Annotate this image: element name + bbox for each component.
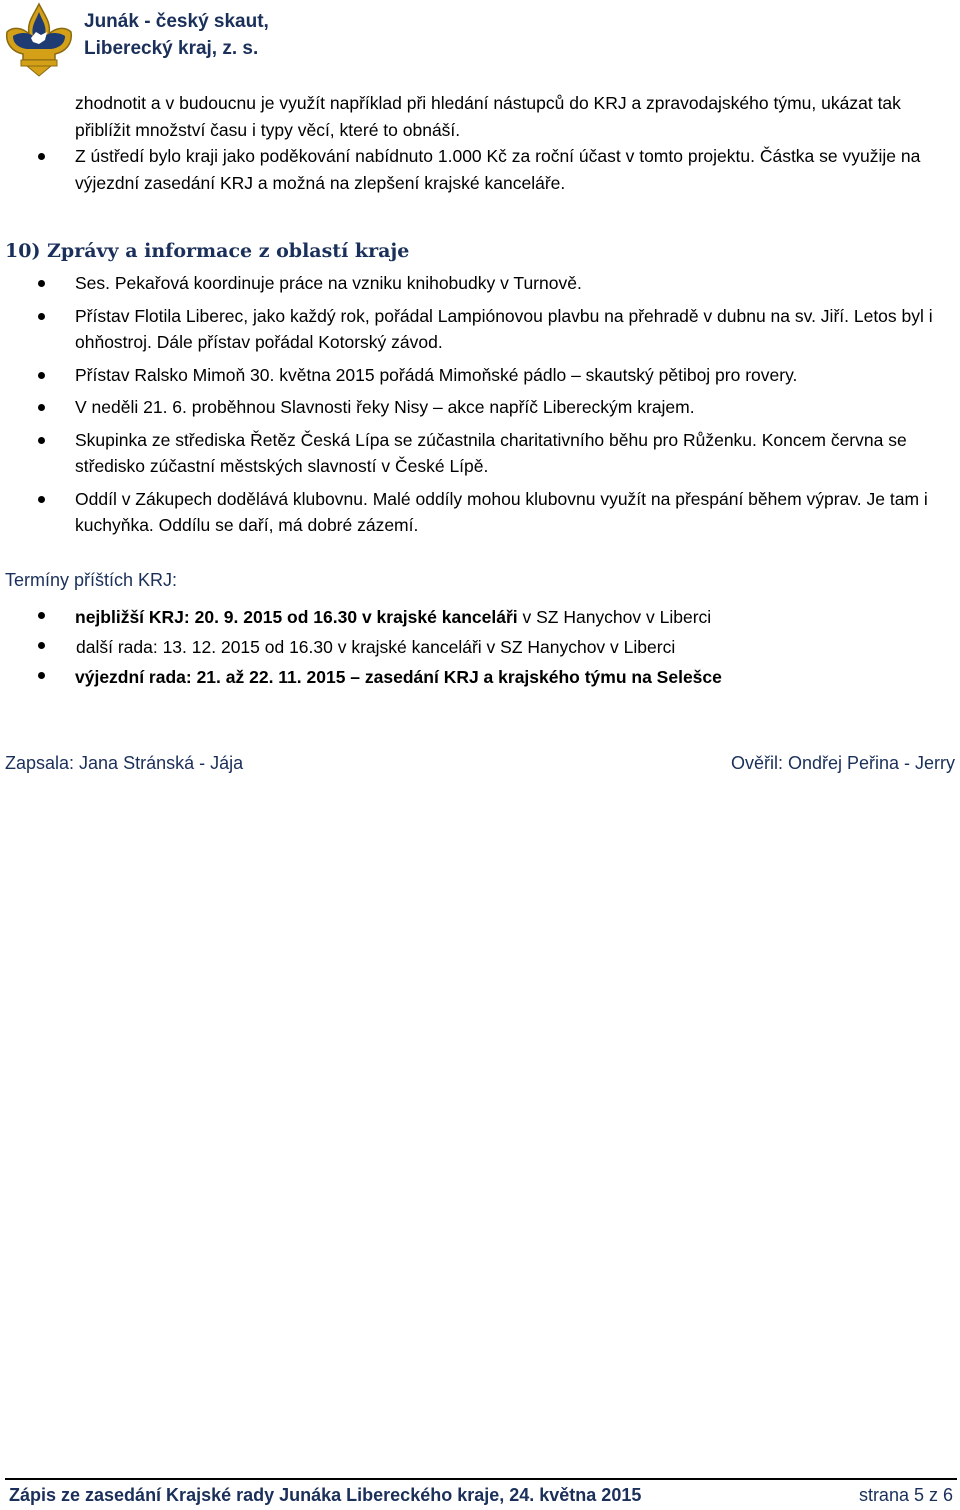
- terms-heading: Termíny příštích KRJ:: [5, 570, 178, 590]
- document-body: [0, 90, 960, 196]
- next-meeting-bold: nejbližší KRJ: 20. 9. 2015 od 16.30 v krajské kanceláři: [75, 607, 518, 627]
- list-item: Přístav Ralsko Mimoň 30. května 2015 pořádá Mimoňské pádlo – skautský pětiboj pro rovery.: [0, 362, 960, 389]
- org-line-1: Junák - český skaut,: [84, 11, 269, 32]
- intro-paragraph: zhodnotit a v budoucnu je využít například při hledání nástupců do KRJ a zpravodajského týmu, ukázat tak přiblížit množství času i typy věcí, které to obnáší.: [75, 93, 901, 140]
- list-item: Oddíl v Zákupech dodělává klubovnu. Malé oddíly mohou klubovnu využít na přespání během výprav. Je tam i kuchyňka. Oddílu se daří, má dobré zázemí.: [0, 486, 960, 539]
- list-item: výjezdní rada: 21. až 22. 11. 2015 – zasedání KRJ a krajského týmu na Selešce: [0, 662, 960, 692]
- recorded-by: Zapsala: Jana Stránská - Jája: [5, 753, 244, 773]
- scout-lily-logo-icon: [3, 2, 75, 78]
- footer-divider: [5, 1478, 957, 1480]
- list-item: Ses. Pekařová koordinuje práce na vzniku knihobudky v Turnově.: [0, 270, 960, 297]
- verified-by: Ověřil: Ondřej Peřina - Jerry: [730, 753, 955, 773]
- org-line-2: Liberecký kraj, z. s.: [84, 38, 259, 59]
- list-item: další rada: 13. 12. 2015 od 16.30 v krajské kanceláři v SZ Hanychov v Liberci: [0, 632, 960, 662]
- list-item: V neděli 21. 6. proběhnou Slavnosti řeky Nisy – akce napříč Libereckým krajem.: [0, 394, 960, 421]
- list-item: Přístav Flotila Liberec, jako každý rok, pořádal Lampiónovou plavbu na přehradě v dubnu na sv. Jiří. Letos byl i ohňostroj. Dále přístav pořádal Kotorský závod.: [0, 303, 960, 356]
- next-meeting-rest: v SZ Hanychov v Liberci: [517, 607, 712, 627]
- list-item: Z ústředí bylo kraji jako poděkování nabídnuto 1.000 Kč za roční účast v tomto projektu. Částka se využije na výjezdní zasedání KRJ a možná na zlepšení krajské kanceláře.: [0, 143, 960, 196]
- section-heading: 10) Zprávy a informace z oblastí kraje: [5, 240, 410, 262]
- organization-name: [84, 8, 269, 62]
- footer-title: Zápis ze zasedání Krajské rady Junáka Libereckého kraje, 24. května 2015: [9, 1485, 642, 1505]
- section-10-list: [0, 270, 960, 539]
- terms-list: [0, 602, 960, 692]
- page-header: [0, 0, 960, 86]
- list-item: Skupinka ze střediska Řetěz Česká Lípa se zúčastnila charitativního běhu pro Růženku. Koncem června se středisko zúčastní městských slavností v České Lípě.: [0, 427, 960, 480]
- page-number: strana 5 z 6: [858, 1485, 953, 1505]
- list-item: [0, 602, 960, 632]
